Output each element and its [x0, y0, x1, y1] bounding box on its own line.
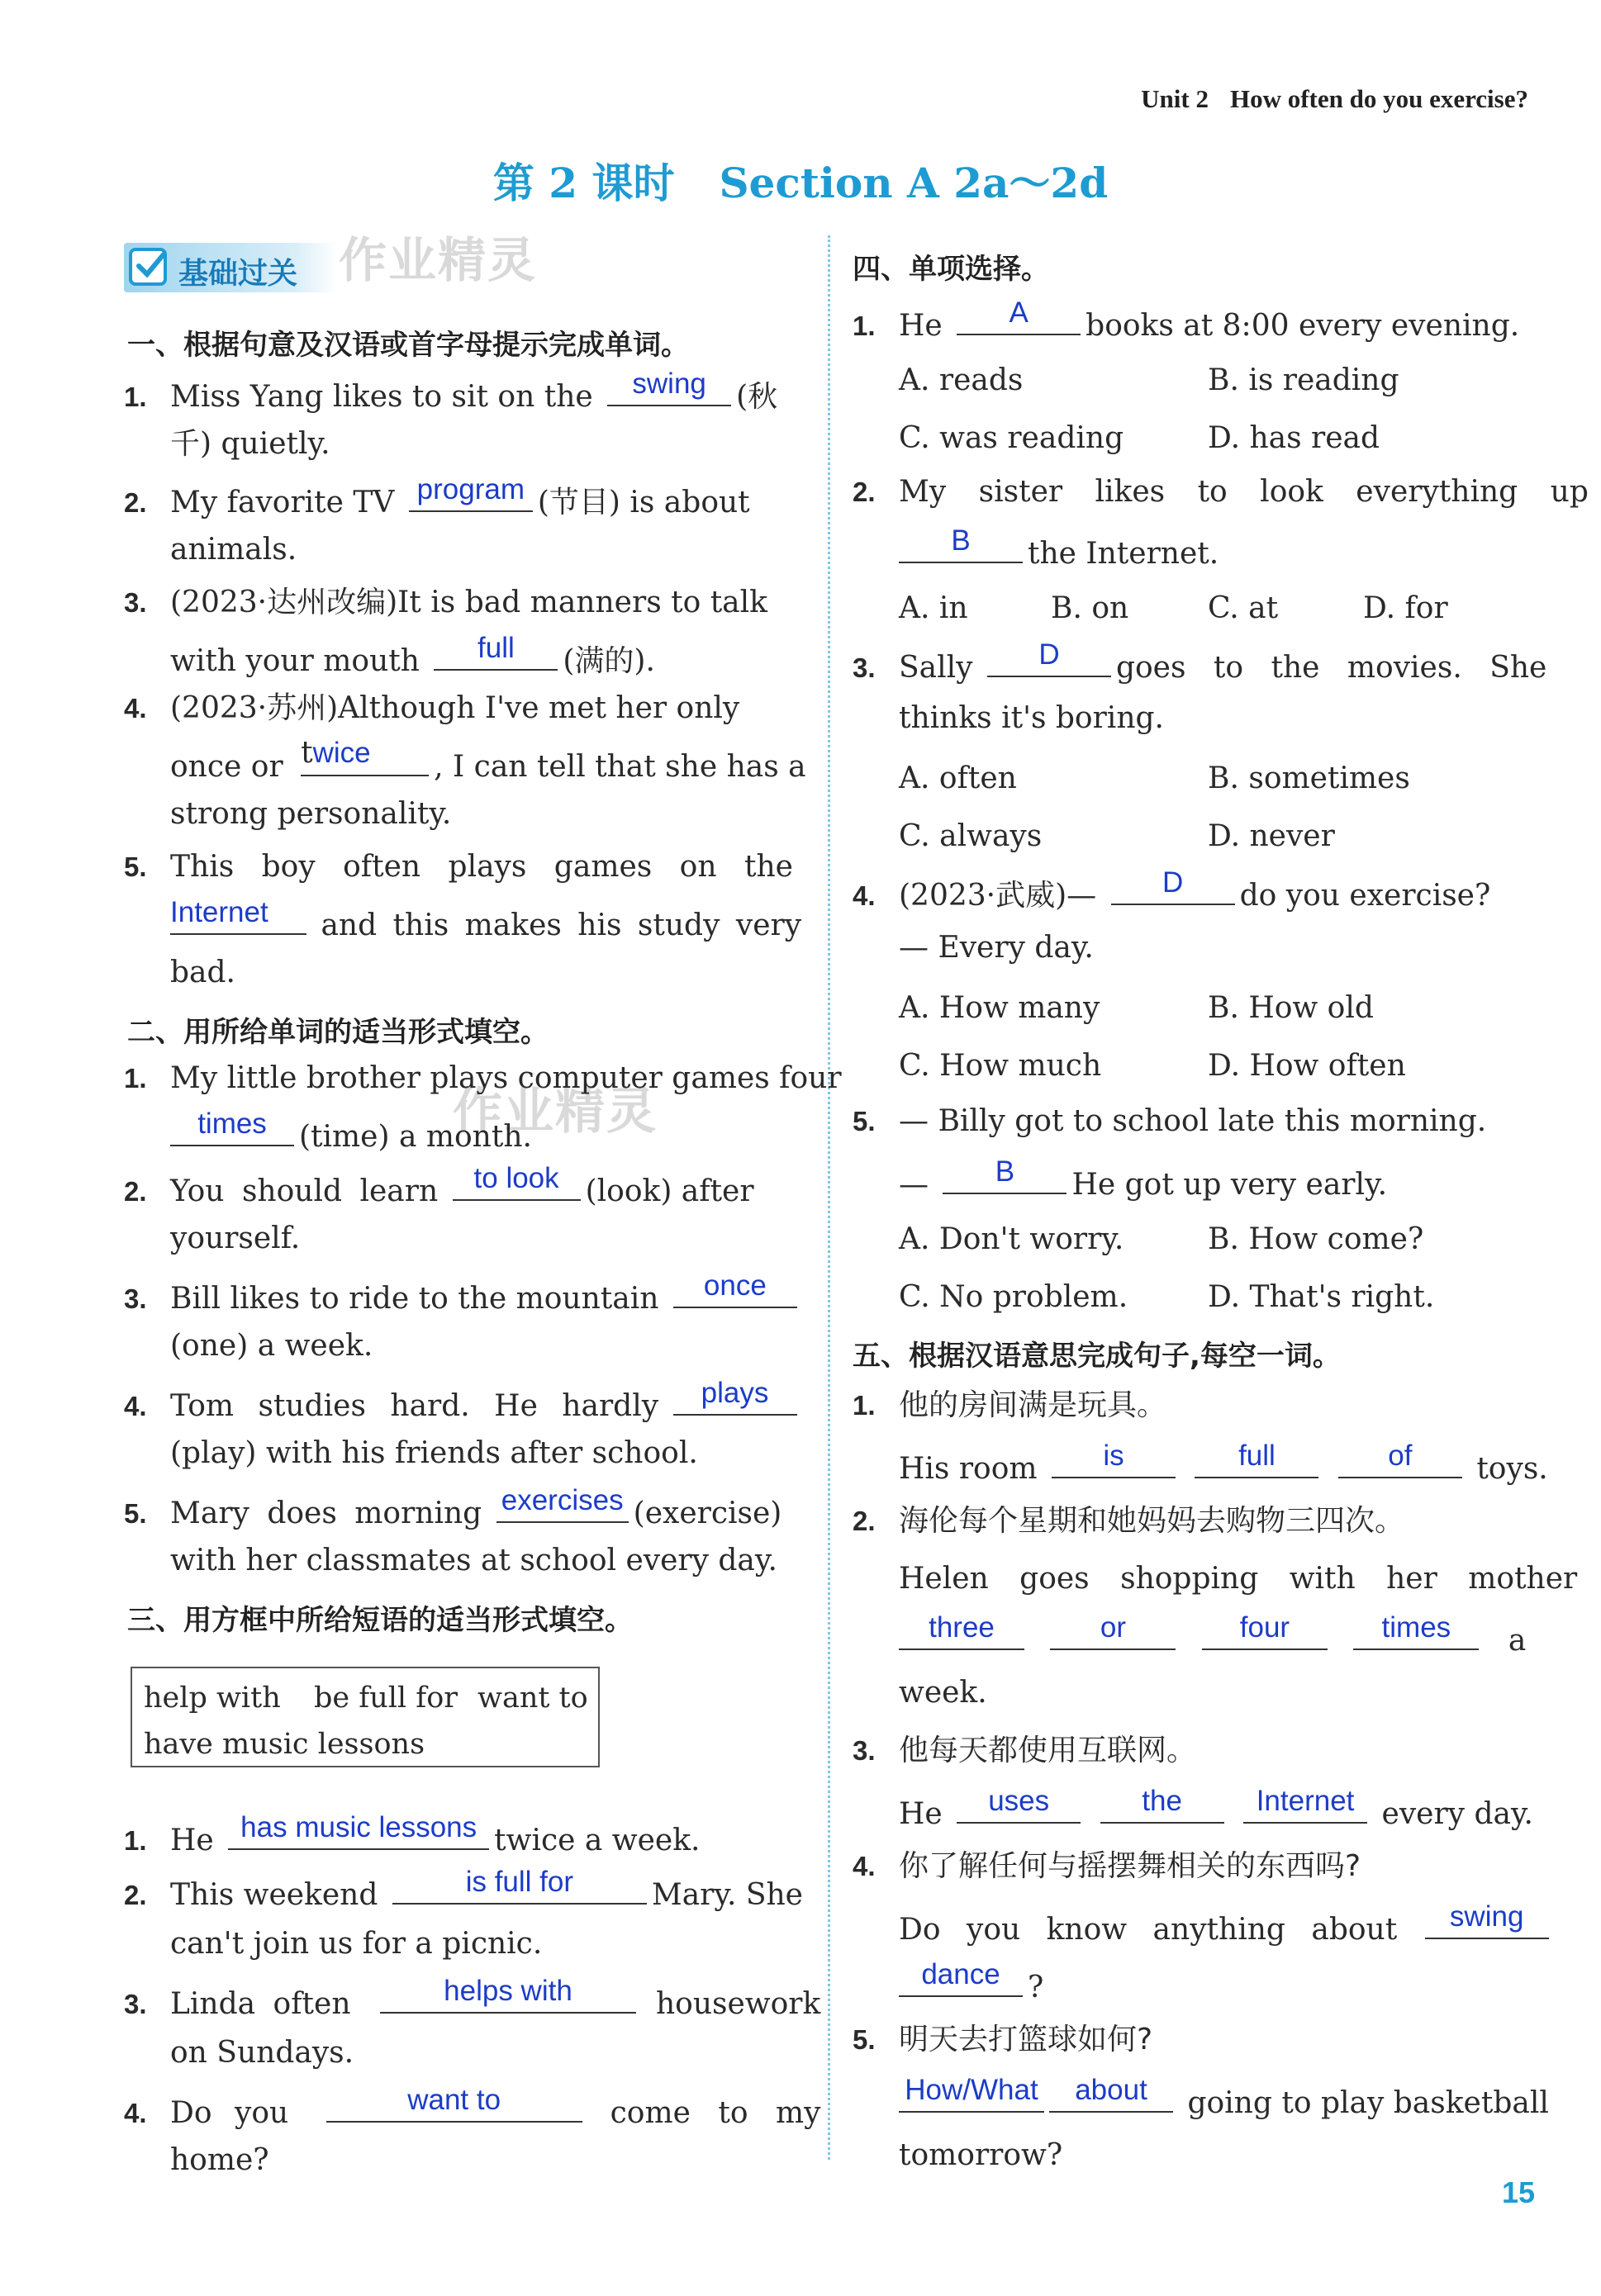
p4-q5-blank[interactable]: B	[943, 1165, 1067, 1194]
p4-q4-option-b[interactable]: B. How old	[1208, 991, 1374, 1025]
p1-q4-line2: once or twice , I can tell that she has a	[170, 736, 806, 784]
p3-q1-line1: 1. He has music lessons twice a week.	[124, 1811, 701, 1857]
p1-q4-line3: strong personality.	[170, 797, 452, 831]
p5-q5-en: How/What about going to play basketball	[899, 2083, 1549, 2118]
p1-q2-line1: 2. My favorite TV program (节目) is about	[124, 473, 750, 519]
badge-label: 基础过关	[178, 257, 298, 291]
p2-q4-line2: (play) with his friends after school.	[170, 1436, 698, 1470]
p4-q2-option-a[interactable]: A. in	[899, 591, 968, 625]
p3-q3-line2: on Sundays.	[170, 2036, 354, 2070]
part4-title: 四、单项选择。	[853, 253, 1049, 286]
p4-q5-stem-line2: — B He got up very early.	[899, 1155, 1388, 1202]
p2-q1-line1: 1. My little brother plays computer games four	[124, 1061, 842, 1095]
p4-q2-option-d[interactable]: D. for	[1363, 591, 1448, 625]
p5-q1-cn: 1. 他的房间满是玩具。	[853, 1388, 1167, 1422]
page-number: 15	[1501, 2175, 1535, 2209]
phrase-box	[131, 1667, 600, 1767]
p3-q3-line1: 3. Linda often helps with housework	[124, 1975, 821, 2021]
p1-q5-blank[interactable]: Internet	[170, 905, 306, 935]
p4-q4-stem-line2: — Every day.	[899, 931, 1094, 965]
basic-badge	[124, 243, 337, 292]
p5-q1-blank-3[interactable]: of	[1338, 1449, 1462, 1478]
phrase-be-full-for: be full for	[314, 1682, 458, 1715]
p5-q3-en: He uses the Internet every day.	[899, 1785, 1533, 1831]
p4-q1-option-d[interactable]: D. has read	[1208, 421, 1380, 455]
watermark-middle: 作业精灵	[453, 1083, 658, 1141]
p1-q2-line2: animals.	[170, 533, 297, 567]
check-icon	[129, 248, 167, 286]
part3-title: 三、用方框中所给短语的适当形式填空。	[127, 1604, 633, 1637]
p4-q3-option-a[interactable]: A. often	[899, 761, 1017, 795]
phrase-have-music-lessons: have music lessons	[144, 1728, 425, 1761]
p5-q3-blank-1[interactable]: uses	[957, 1794, 1081, 1824]
p1-q2-blank[interactable]: program	[409, 482, 533, 512]
p4-q5-option-c[interactable]: C. No problem.	[899, 1280, 1128, 1314]
p1-q5-line2: Internet and this makes his study very	[170, 896, 802, 942]
running-head	[1141, 84, 1528, 114]
p4-q4-option-a[interactable]: A. How many	[899, 991, 1100, 1025]
p1-q3-line2: with your mouth full (满的).	[170, 632, 655, 678]
p5-q4-en: Do you know anything about swing	[899, 1909, 1554, 1945]
p3-q2-line1: 2. This weekend is full for Mary. She	[124, 1866, 803, 1912]
p5-q2-blank-1[interactable]: three	[899, 1620, 1024, 1650]
p2-q5-blank[interactable]: exercises	[496, 1493, 629, 1523]
p5-q1-blank-2[interactable]: full	[1195, 1449, 1318, 1478]
p5-q2-en-line2: three or four times a	[899, 1620, 1526, 1656]
p5-q4-cn: 4. 你了解任何与摇摆舞相关的东西吗?	[853, 1849, 1361, 1883]
p3-q4-blank[interactable]: want to	[326, 2093, 582, 2123]
p2-q2-blank[interactable]: to look	[453, 1171, 581, 1201]
p5-q4-blank-2[interactable]: dance	[899, 1967, 1023, 1997]
section-label: Section A 2a～2d	[719, 159, 1109, 207]
p1-q4-blank[interactable]: twice	[301, 747, 429, 776]
p4-q5-stem: 5. — Billy got to school late this morning.	[853, 1104, 1487, 1138]
p1-q5-line1: 5. This boy often plays games on the	[124, 850, 793, 884]
p3-q4-line1: 4. Do you want to come to my	[124, 2084, 821, 2130]
p4-q3-option-c[interactable]: C. always	[899, 819, 1043, 853]
p5-q3-cn: 3. 他每天都使用互联网。	[853, 1734, 1197, 1767]
p5-q2-blank-4[interactable]: times	[1353, 1620, 1479, 1650]
p4-q4-option-c[interactable]: C. How much	[899, 1049, 1102, 1083]
p2-q3-blank[interactable]: once	[673, 1278, 797, 1308]
p1-q1-blank[interactable]: swing	[607, 377, 731, 406]
p4-q3-option-d[interactable]: D. never	[1208, 819, 1335, 853]
p1-q3-line1: 3. (2023·达州改编)It is bad manners to talk	[124, 586, 767, 619]
p1-q3-blank[interactable]: full	[434, 641, 558, 671]
p3-q3-blank[interactable]: helps with	[380, 1984, 636, 2014]
column-divider	[828, 235, 830, 2160]
p2-q5-line1: 5. Mary does morning exercises (exercise)	[124, 1484, 782, 1530]
p4-q2-stem-line2: B the Internet.	[899, 534, 1219, 569]
p5-q5-cn: 5. 明天去打篮球如何?	[853, 2023, 1153, 2056]
p3-q1-blank[interactable]: has music lessons	[228, 1820, 489, 1850]
p4-q3-stem: 3. Sally D goes to the movies. She	[853, 638, 1547, 685]
p1-q1-line1: 1. Miss Yang likes to sit on the swing (秋	[124, 368, 778, 414]
p5-q2-en: Helen goes shopping with her mother	[899, 1562, 1578, 1596]
p2-q3-line2: (one) a week.	[170, 1329, 373, 1363]
p4-q2-option-b[interactable]: B. on	[1051, 591, 1129, 625]
p4-q1-blank[interactable]: A	[957, 306, 1081, 335]
p1-q5-line3: bad.	[170, 956, 235, 989]
page-title	[0, 150, 1601, 210]
p5-q3-blank-2[interactable]: the	[1100, 1794, 1224, 1824]
p5-q2-blank-3[interactable]: four	[1202, 1620, 1328, 1650]
p2-q4-blank[interactable]: plays	[673, 1386, 797, 1416]
p4-q5-option-a[interactable]: A. Don't worry.	[899, 1222, 1124, 1256]
p5-q1-en: His room is full of toys.	[899, 1440, 1548, 1486]
p1-q4-line1: 4. (2023·苏州)Although I've met her only	[124, 691, 740, 725]
p5-q3-blank-3[interactable]: Internet	[1243, 1794, 1367, 1824]
p4-q5-option-b[interactable]: B. How come?	[1208, 1222, 1424, 1256]
p5-q4-blank-1[interactable]: swing	[1425, 1909, 1549, 1939]
p4-q2-blank[interactable]: B	[899, 534, 1023, 563]
p4-q4-blank[interactable]: D	[1111, 875, 1235, 905]
p4-q4-stem: 4. (2023·武威)— D do you exercise?	[853, 866, 1491, 913]
part5-title: 五、根据汉语意思完成句子,每空一词。	[853, 1340, 1341, 1373]
p4-q5-option-d[interactable]: D. That's right.	[1208, 1280, 1435, 1314]
p2-q2-line2: yourself.	[170, 1222, 301, 1255]
p4-q1-stem: 1. He A books at 8:00 every evening.	[853, 296, 1520, 343]
watermark-top: 作业精灵	[339, 232, 538, 288]
p2-q1-line2: times (time) a month.	[170, 1117, 532, 1152]
p2-q4-line1: 4. Tom studies hard. He hardly plays	[124, 1386, 802, 1421]
part1-title: 一、根据句意及汉语或首字母提示完成单词。	[127, 329, 689, 362]
p3-q2-blank[interactable]: is full for	[392, 1875, 647, 1905]
unit-title: How often do you exercise?	[1229, 84, 1528, 113]
p4-q3-option-b[interactable]: B. sometimes	[1208, 761, 1410, 795]
p2-q3-line1: 3. Bill likes to ride to the mountain once	[124, 1278, 802, 1314]
lesson-label: 第 2 课时	[492, 159, 675, 207]
p4-q3-stem-line2: thinks it's boring.	[899, 701, 1164, 735]
p4-q1-option-c[interactable]: C. was reading	[899, 421, 1124, 455]
p3-q2-line2: can't join us for a picnic.	[170, 1927, 543, 1961]
p5-q5-blank-2[interactable]: about	[1049, 2083, 1173, 2113]
p5-q2-en-line3: week.	[899, 1676, 987, 1710]
p5-q5-en-line2: tomorrow?	[899, 2138, 1063, 2172]
p5-q5-blank-1[interactable]: How/What	[899, 2083, 1044, 2113]
p4-q3-blank[interactable]: D	[987, 648, 1111, 677]
p4-q1-option-b[interactable]: B. is reading	[1208, 363, 1399, 397]
p5-q2-cn: 2. 海伦每个星期和她妈妈去购物三四次。	[853, 1504, 1405, 1538]
phrase-help-with: help with	[144, 1682, 281, 1715]
p3-q4-line2: home?	[170, 2143, 269, 2177]
p4-q2-option-c[interactable]: C. at	[1208, 591, 1279, 625]
p1-q1-line2: 千) quietly.	[170, 427, 330, 461]
phrase-want-to: want to	[477, 1682, 588, 1715]
p5-q2-blank-2[interactable]: or	[1050, 1620, 1176, 1650]
p2-q2-line1: 2. You should learn to look (look) after	[124, 1162, 754, 1208]
p4-q2-stem: 2. My sister likes to look everything up	[853, 475, 1589, 509]
part2-title: 二、用所给单词的适当形式填空。	[127, 1016, 549, 1049]
p4-q1-option-a[interactable]: A. reads	[899, 363, 1024, 397]
p4-q4-option-d[interactable]: D. How often	[1208, 1049, 1406, 1083]
p2-q5-line2: with her classmates at school every day.	[170, 1544, 777, 1577]
p5-q1-blank-1[interactable]: is	[1052, 1449, 1176, 1478]
p5-q4-en-line2: dance ?	[899, 1967, 1043, 2003]
p2-q1-blank[interactable]: times	[170, 1117, 294, 1146]
unit-label: Unit 2	[1141, 84, 1209, 113]
